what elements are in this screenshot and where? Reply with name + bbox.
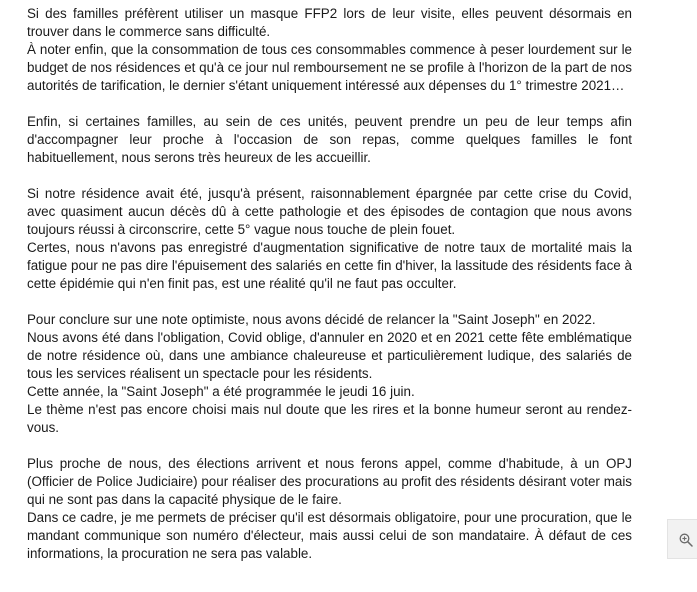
paragraph-line: Cette année, la "Saint Joseph" a été programmée le jeudi 16 juin. bbox=[27, 384, 415, 399]
paragraph-line: Dans ce cadre, je me permets de préciser qu'il est désormais obligatoire, pour une procuration, que le mandant communique son numéro d'électeur, mais aussi celui de son mandataire. À défaut de ces informations, la procuration ne sera pas valable. bbox=[27, 510, 632, 561]
document-body bbox=[27, 5, 632, 563]
paragraph-line: Plus proche de nous, des élections arrivent et nous ferons appel, comme d'habitude, à un OPJ (Officier de Police Judiciaire) pour réaliser des procurations au profit des résidents désirant voter mais qui ne sont pas dans la capacité physique de le faire. bbox=[27, 456, 632, 507]
paragraph-line: À noter enfin, que la consommation de tous ces consommables commence à peser lourdement sur le budget de nos résidences et qu'à ce jour nul remboursement ne se profile à l'horizon de la part de nos autorités de tarification, le dernier s'étant uniquement intéressé aux dépenses du 1° trimestre 2021… bbox=[27, 42, 632, 93]
paragraph-line: Si des familles préfèrent utiliser un masque FFP2 lors de leur visite, elles peuvent désormais en trouver dans le commerce sans difficulté. bbox=[27, 6, 632, 39]
paragraph-line: Certes, nous n'avons pas enregistré d'augmentation significative de notre taux de mortalité mais la fatigue pour ne pas dire l'épuisement des salariés en cette fin d'hiver, la lassitude des résidents face à cette épidémie qui n'en finit pas, est une réalité qu'il ne faut pas occulter. bbox=[27, 240, 632, 291]
paragraph-line: Nous avons été dans l'obligation, Covid oblige, d'annuler en 2020 et en 2021 cette fête emblématique de notre résidence où, dans une ambiance chaleureuse et particulièrement ludique, des salariés de tous les services réalisent un spectacle pour les résidents. bbox=[27, 330, 632, 381]
scrollbar-track[interactable] bbox=[684, 0, 697, 592]
paragraph-line: Enfin, si certaines familles, au sein de ces unités, peuvent prendre un peu de leur temps afin d'accompagner leur proche à l'occasion de son repas, comme quelques familles le font habituellement, nous serons très heureux de les accueillir. bbox=[27, 114, 632, 165]
zoom-button[interactable] bbox=[667, 519, 697, 559]
paragraph-line: Pour conclure sur une note optimiste, nous avons décidé de relancer la "Saint Joseph" en 2022. bbox=[27, 312, 596, 327]
paragraph-spacer bbox=[27, 167, 632, 185]
paragraph-line: Si notre résidence avait été, jusqu'à présent, raisonnablement épargnée par cette crise du Covid, avec quasiment aucun décès dû à cette pathologie et des épisodes de contagion que nous avons toujours réussi à circonscrire, cette 5° vague nous touche de plein fouet. bbox=[27, 186, 632, 237]
paragraph-line: Le thème n'est pas encore choisi mais nul doute que les rires et la bonne humeur seront au rendez-vous. bbox=[27, 402, 632, 435]
paragraph-spacer bbox=[27, 293, 632, 311]
zoom-in-icon bbox=[679, 533, 693, 547]
paragraph-spacer bbox=[27, 95, 632, 113]
paragraph-spacer bbox=[27, 437, 632, 455]
